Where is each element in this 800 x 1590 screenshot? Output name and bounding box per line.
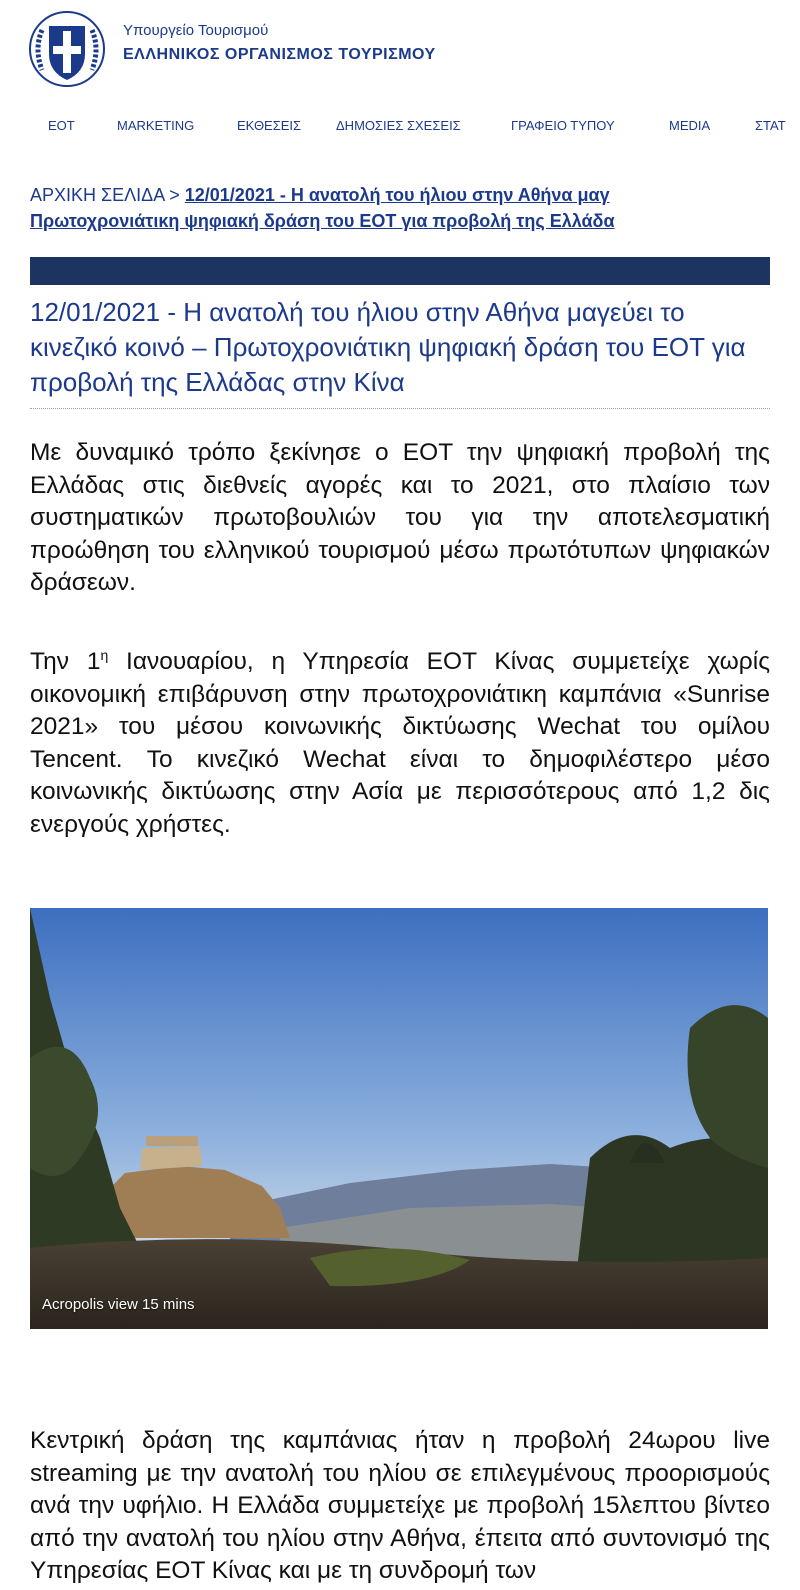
breadcrumb — [30, 182, 800, 234]
breadcrumb-current-line2[interactable]: Πρωτοχρονιάτικη ψηφιακή δράση του ΕΟΤ για προβολή της Ελλάδα — [30, 211, 615, 231]
acropolis-landscape-image — [30, 908, 768, 1329]
nav-item-eot[interactable]: ΕΟΤ — [48, 118, 75, 133]
nav-item-marketing[interactable]: MARKETING — [117, 118, 195, 133]
breadcrumb-separator: > — [169, 185, 180, 205]
main-nav — [0, 112, 800, 140]
title-bar — [30, 257, 770, 285]
nav-item-stat[interactable]: ΣΤΑΤ — [755, 118, 786, 133]
greek-coat-of-arms-icon[interactable] — [28, 10, 106, 88]
nav-item-media[interactable]: MEDIA — [669, 118, 711, 133]
breadcrumb-current-line1[interactable]: 12/01/2021 - Η ανατολή του ήλιου στην Αθήνα μαγ — [184, 185, 610, 205]
article-paragraph-1: Με δυναμικό τρόπο ξεκίνησε ο ΕΟΤ την ψηφιακή προβολή της Ελλάδας στις διεθνείς αγορές και το 2021, στο πλαίσιο των συστηματικών πρωτοβουλιών του για την αποτελεσματική προώθηση του ελληνικού τουρισμού μέσω πρωτότυπων ψηφιακών δράσεων. — [30, 439, 770, 596]
nav-item-ektheseis[interactable]: ΕΚΘΕΣΕΙΣ — [237, 118, 302, 133]
article-paragraph-3: Κεντρική δράση της καμπάνιας ήταν η προβολή 24ωρου live streaming με την ανατολή του ηλίου σε επιλεγμένους προορισμούς ανά την υφήλιο. Η Ελλάδα συμμετείχε με προβολή 15λεπτου βίντεο από την ανατολή του ηλίου στην Αθήνα, έπειτα από συντονισμό της Υπηρεσίας ΕΟΤ Κίνας και με τη συνδρομή των — [30, 1427, 770, 1584]
ministry-name: Υπουργείο Τουρισμού — [123, 22, 269, 39]
breadcrumb-home-link[interactable]: ΑΡΧΙΚΗ ΣΕΛΙΔΑ — [30, 185, 165, 205]
ordinal-superscript: η — [100, 646, 109, 663]
title-divider — [30, 408, 770, 409]
site-header — [0, 0, 800, 100]
photo-caption: Acropolis view 15 mins — [42, 1296, 195, 1313]
paragraph-2-rest: Ιανουαρίου, η Υπηρεσία ΕΟΤ Κίνας συμμετείχε χωρίς οικονομική επιβάρυνση στην πρωτοχρονιάτικη καμπάνια «Sunrise 2021» του μέσου κοινωνικής δικτύωσης Wechat του ομίλου Tencent. Το κινεζικό Wechat είναι το δημοφιλέστερο μέσο κοινωνικής δικτύωσης στην Ασία με περισσότερους από 1,2 δις ενεργούς χρήστες. — [30, 648, 770, 838]
acropolis-photo — [30, 908, 768, 1329]
organization-name[interactable]: ΕΛΛΗΝΙΚΟΣ ΟΡΓΑΝΙΣΜΟΣ ΤΟΥΡΙΣΜΟΥ — [123, 46, 436, 63]
nav-item-public-relations[interactable]: ΔΗΜΟΣΙΕΣ ΣΧΕΣΕΙΣ — [336, 118, 461, 133]
nav-item-press-office[interactable]: ΓΡΑΦΕΙΟ ΤΥΠΟΥ — [511, 118, 615, 133]
paragraph-2-start: Την 1 — [30, 648, 101, 675]
article-title: 12/01/2021 - Η ανατολή του ήλιου στην Αθήνα μαγεύει το κινεζικό κοινό – Πρωτοχρονιάτικη ψηφιακή δράση του ΕΟΤ για προβολή της Ελλάδας στην Κίνα — [30, 297, 746, 397]
article-paragraph-2 — [30, 646, 770, 841]
